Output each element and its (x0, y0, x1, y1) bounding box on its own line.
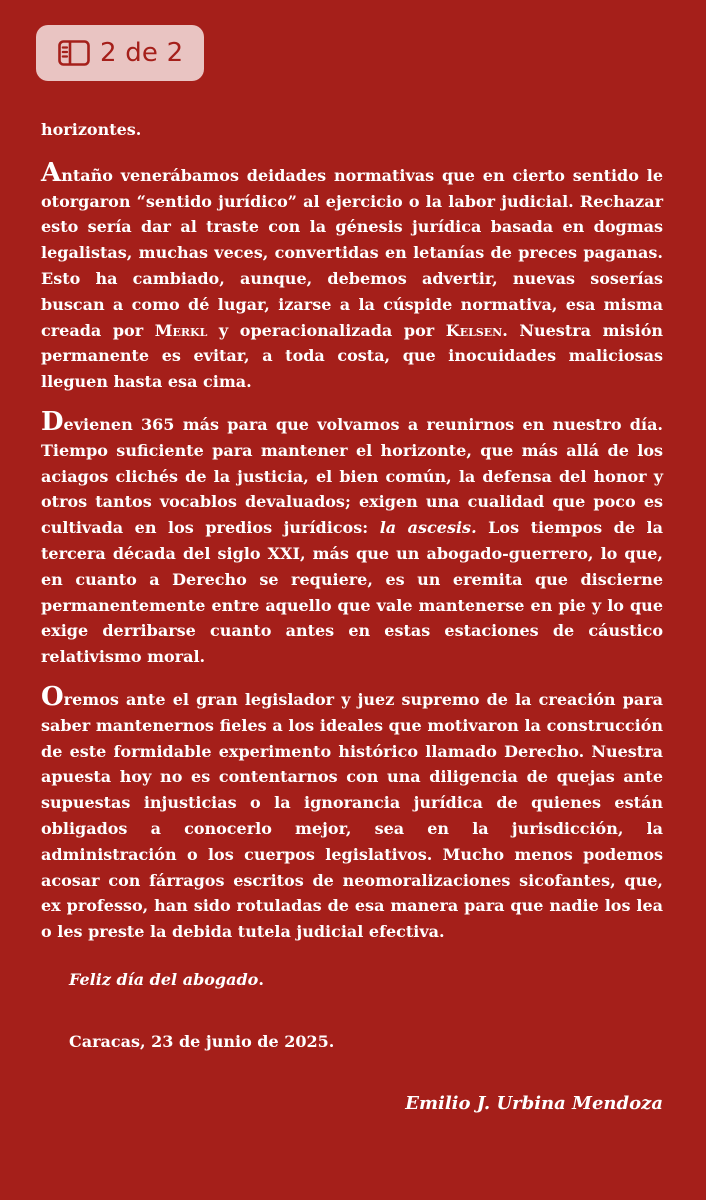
paragraph-text: ntaño venerábamos deidades normativas que en cierto sentido le otorgaron “sentido jurídico” al ejercicio o la labor judicial. Rechazar esto sería dar al traste con la génesis jurídica basada en dogmas legalistas, muchas veces, convertidas en letanías de preces paganas. Esto ha cambiado, aunque, debemos advertir, nuevas soserías buscan a como dé lugar, izarse a la cúspide normativa, esa misma creada por (41, 165, 663, 340)
book-sidebar-icon (58, 40, 90, 66)
paragraph-text: Los tiempos de la tercera década del siglo XXI, más que un abogado-guerrero, lo que, en cuanto a Derecho se requiere, es un eremita que discierne permanentemente entre aquello que vale mantenerse en pie y lo que exige derribarse cuanto antes en estas estaciones de cáustico relativismo moral. (41, 518, 663, 667)
paragraph-text: . Nuestra misión permanente es evitar, a toda costa, que inocuidades maliciosas lleguen hasta esa cima. (41, 320, 663, 392)
page-indicator-button[interactable] (36, 25, 204, 81)
greeting-period: . (258, 969, 264, 989)
dropcap: A (41, 157, 62, 188)
greeting-text: Feliz día del abogado (69, 969, 259, 989)
paragraph-text: y operacionalizada por (207, 320, 446, 340)
document-body (41, 117, 663, 1131)
dropcap: O (41, 681, 64, 712)
paragraph-antano (41, 157, 663, 395)
author-name-merkl: Merkl (154, 320, 208, 340)
paragraph-continuation: horizontes. (41, 120, 142, 139)
paragraph-oremos (41, 681, 663, 945)
signature: Emilio J. Urbina Mendoza (405, 1092, 663, 1114)
dropcap: D (41, 406, 64, 437)
page-indicator-label: 2 de 2 (100, 38, 184, 68)
place-date: Caracas, 23 de junio de 2025. (69, 1031, 335, 1051)
greeting (69, 967, 663, 993)
author-name-kelsen: Kelsen (445, 320, 503, 340)
paragraph-text: evienen 365 más para que volvamos a reunirnos en nuestro día. Tiempo suficiente para mantener el horizonte, que más allá de los aciagos clichés de la justicia, el bien común, la defensa del honor y otros tantos vocablos devaluados; exigen una cualidad que poco es cultivada en los predios jurídicos: (41, 414, 663, 538)
paragraph-devienen (41, 406, 663, 670)
italic-phrase: la ascesis. (379, 518, 477, 538)
paragraph-text: remos ante el gran legislador y juez supremo de la creación para saber mantenernos fieles a los ideales que motivaron la construcción de este formidable experimento histórico llamado Derecho. Nuestra apuesta hoy no es contentarnos con una diligencia de quejas ante supuestas injusticias o la ignorancia jurídica de quienes están obligados a conocerlo mejor, sea en la jurisdicción, la administración o los cuerpos legislativos. Mucho menos podemos acosar con fárragos escritos de neomoralizaciones sicofantes, que, ex professo, han sido rotuladas de esa manera para que nadie los lea o les preste la debida tutela judicial efectiva. (41, 689, 663, 942)
